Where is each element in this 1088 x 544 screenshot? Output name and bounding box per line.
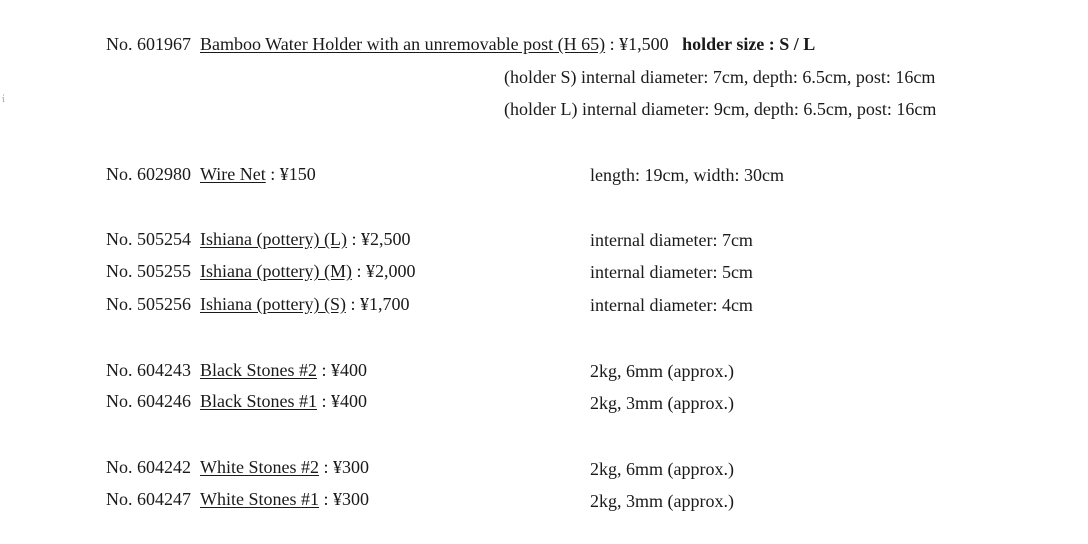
item-number: No. 604246 [106,391,191,411]
product-name-link[interactable]: Ishiana (pottery) (S) [200,294,346,314]
item-price: : ¥2,500 [346,229,411,249]
product-line-ishiana-s [106,293,409,315]
product-name-link[interactable]: Black Stones #1 [200,391,317,411]
product-name-link[interactable]: Ishiana (pottery) (L) [200,229,347,249]
item-number: No. 601967 [106,34,191,54]
item-price: : ¥1,500 [605,34,669,54]
product-name-link[interactable]: Ishiana (pottery) (M) [200,261,352,281]
item-number: No. 505255 [106,261,191,281]
item-detail: 2kg, 6mm (approx.) [590,361,734,381]
item-number: No. 604242 [106,457,191,477]
product-line-black-stones-2 [106,359,367,381]
item-price: : ¥1,700 [345,294,410,314]
item-detail: internal diameter: 4cm [590,295,753,315]
item-price: : ¥300 [319,457,370,477]
product-line-wire-net [106,163,316,185]
scan-mark: ί [2,94,5,105]
product-line-white-stones-2 [106,456,369,478]
item-price: : ¥300 [319,489,370,509]
item-detail: (holder S) internal diameter: 7cm, depth: 6.5cm, post: 16cm [504,67,936,87]
item-price: : ¥400 [317,391,368,411]
item-number: No. 604243 [106,360,191,380]
item-detail: length: 19cm, width: 30cm [590,165,784,185]
product-line-ishiana-l [106,228,410,250]
product-name-link[interactable]: Black Stones #2 [200,360,317,380]
item-number: No. 505254 [106,229,191,249]
product-line-ishiana-m [106,260,415,282]
holder-size-label: holder size : S / L [682,34,816,54]
item-price: : ¥400 [317,360,368,380]
item-detail: internal diameter: 7cm [590,230,753,250]
item-detail: 2kg, 6mm (approx.) [590,459,734,479]
item-number: No. 505256 [106,294,191,314]
product-line-white-stones-1 [106,488,369,510]
product-line-black-stones-1 [106,390,367,412]
product-name-link[interactable]: Bamboo Water Holder with an unremovable post (H 65) [200,34,606,54]
item-price: : ¥150 [265,164,316,184]
item-number: No. 602980 [106,164,191,184]
item-detail: 2kg, 3mm (approx.) [590,393,734,413]
item-detail: (holder L) internal diameter: 9cm, depth: 6.5cm, post: 16cm [504,99,937,119]
item-number: No. 604247 [106,489,191,509]
product-line-bamboo-water-holder [106,33,815,55]
product-name-link[interactable]: Wire Net [200,164,266,184]
item-detail: internal diameter: 5cm [590,262,753,282]
item-detail: 2kg, 3mm (approx.) [590,491,734,511]
item-price: : ¥2,000 [351,261,416,281]
product-name-link[interactable]: White Stones #2 [200,457,319,477]
product-name-link[interactable]: White Stones #1 [200,489,319,509]
